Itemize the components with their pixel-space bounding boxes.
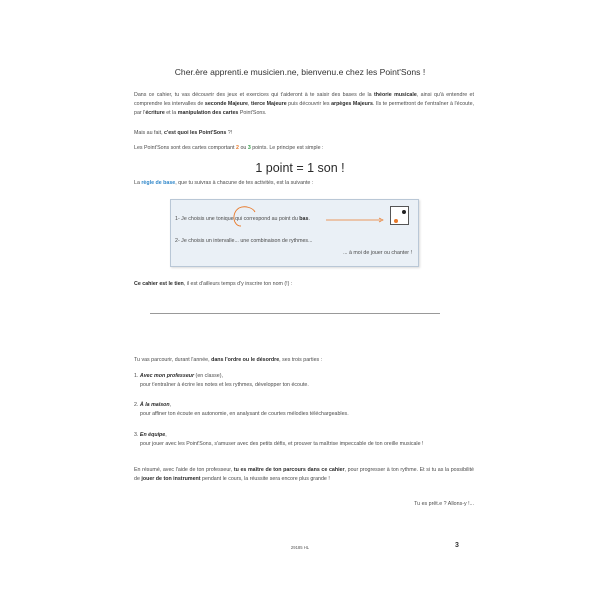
step-1-period: . <box>308 216 310 222</box>
summary-text-3: pendant le cours, la réussite sera encore plus grande ! <box>200 476 330 482</box>
cards-text-1: Les Point'Sons sont des cartes comportant <box>134 145 237 151</box>
summary-paragraph <box>134 466 474 484</box>
list-item-description: pour affiner ton écoute en autonomie, en analysant de courtes mélodies téléchargeables. <box>140 411 349 417</box>
intro-bold-writing: écriture <box>145 110 165 116</box>
intro-text-3: , <box>247 101 251 107</box>
principle-heading: 1 point = 1 son ! <box>255 161 345 175</box>
list-item-tail: , <box>169 402 172 408</box>
list-item-number: 2. <box>134 402 139 408</box>
intro-text-6: et la <box>164 110 178 116</box>
rule-line <box>134 179 479 188</box>
list-item <box>134 431 479 440</box>
summary-text-2: , pour progresser à ton rythme. Et si tu as la possibilité de <box>134 467 474 482</box>
question-text-2: ?! <box>226 130 233 136</box>
name-writing-line[interactable] <box>150 313 440 314</box>
question-bold: c'est quoi les Point'Sons <box>164 130 227 136</box>
list-item-number: 1. <box>134 373 139 379</box>
parts-intro-text-2: , ses trois parties : <box>279 357 323 363</box>
name-bold: Ce cahier est le tien <box>134 281 184 287</box>
summary-text-1: En résumé, avec l'aide de ton professeur, <box>134 467 234 473</box>
intro-bold-third: tierce Majeure <box>250 101 287 107</box>
intro-bold-cards: manipulation des cartes <box>177 110 239 116</box>
list-item-heading: Avec mon professeur <box>139 373 195 379</box>
intro-text-7: Point'Sons. <box>238 110 267 116</box>
intro-bold-theory: théorie musicale <box>374 92 417 98</box>
tonic-circle-annotation <box>171 200 420 268</box>
rule-step-3: ... à moi de jouer ou chanter ! <box>343 250 412 256</box>
list-item <box>134 401 479 410</box>
pointsons-card-icon <box>390 206 409 225</box>
name-text: , il est d'ailleurs temps d'y inscrire ton nom (!) : <box>183 281 293 287</box>
cards-number-two: 2 <box>236 145 239 151</box>
cards-number-three: 3 <box>247 145 251 151</box>
list-item-description: pour jouer avec les Point'Sons, s'amuser avec des petits défis, et prouver ta maîtrise impeccable de ton oreille musicale ! <box>140 441 424 447</box>
intro-text-1: Dans ce cahier, tu vas découvrir des jeux et exercices qui t'aideront à te saisir des bases de la <box>134 92 375 98</box>
list-item <box>134 372 479 381</box>
summary-bold-master: tu es maître de ton parcours dans ce cahier <box>233 467 345 473</box>
list-item-description: pour t'entraîner à écrire les notes et les rythmes, développer ton écoute. <box>140 382 309 388</box>
parts-intro-text-1: Tu vas parcourir, durant l'année, <box>134 357 212 363</box>
intro-paragraph <box>134 91 474 118</box>
page-title: Cher.ère apprenti.e musicien.ne, bienvenu.e chez les Point'Sons ! <box>174 67 426 77</box>
intro-text-2: , ainsi qu'à entendre et comprendre les intervalles de <box>134 92 474 107</box>
cards-text-3: points. Le principe est simple : <box>250 145 324 151</box>
summary-bold-instrument: jouer de ton instrument <box>141 476 201 482</box>
page-number: 3 <box>455 542 459 549</box>
intro-text-5: . Ils te permettront de t'entraîner à l'écoute, par l' <box>134 101 475 116</box>
question-text-1: Mais au fait, <box>134 130 165 136</box>
step-1-tonic: tonique <box>216 216 234 222</box>
hand-drawn-circle <box>234 207 255 226</box>
list-item-tail: , <box>165 432 167 438</box>
step-1-text-c: qui correspond au point du <box>233 216 300 222</box>
intro-bold-arpeggios: arpèges Majeurs <box>331 101 373 107</box>
cards-line <box>134 144 479 153</box>
intro-bold-second: seconde Majeure <box>204 101 248 107</box>
parts-intro-bold: dans l'ordre ou le désordre <box>211 357 280 363</box>
step-1-bold-bottom: bas <box>299 216 309 222</box>
name-line <box>134 280 479 289</box>
question-line <box>134 129 479 138</box>
list-item-heading: À la maison <box>139 402 170 408</box>
rule-step-2: 2- Je choisis un intervalle... une combinaison de rythmes... <box>175 238 313 244</box>
list-item-number: 3. <box>134 432 139 438</box>
footer-code: 29185 HL <box>290 545 310 550</box>
rule-bold-basic-rule: règle de base <box>141 180 176 186</box>
intro-text-4: puis découvrir les <box>286 101 332 107</box>
rule-box <box>170 199 419 267</box>
bottom-dot <box>394 219 398 223</box>
rule-text-1: La <box>134 180 142 186</box>
step-1-text-a: 1- Je choisis une <box>175 216 217 222</box>
top-dot <box>402 210 406 214</box>
cards-text-2: ou <box>238 145 248 151</box>
rule-text-2: , que tu suivras à chacune de tes activités, est la suivante : <box>175 180 314 186</box>
list-item-tail: (en classe), <box>194 373 223 379</box>
list-item-heading: En équipe <box>139 432 166 438</box>
closing-line: Tu es prêt.e ? Allons-y !... <box>414 501 474 507</box>
parts-intro <box>134 356 479 365</box>
